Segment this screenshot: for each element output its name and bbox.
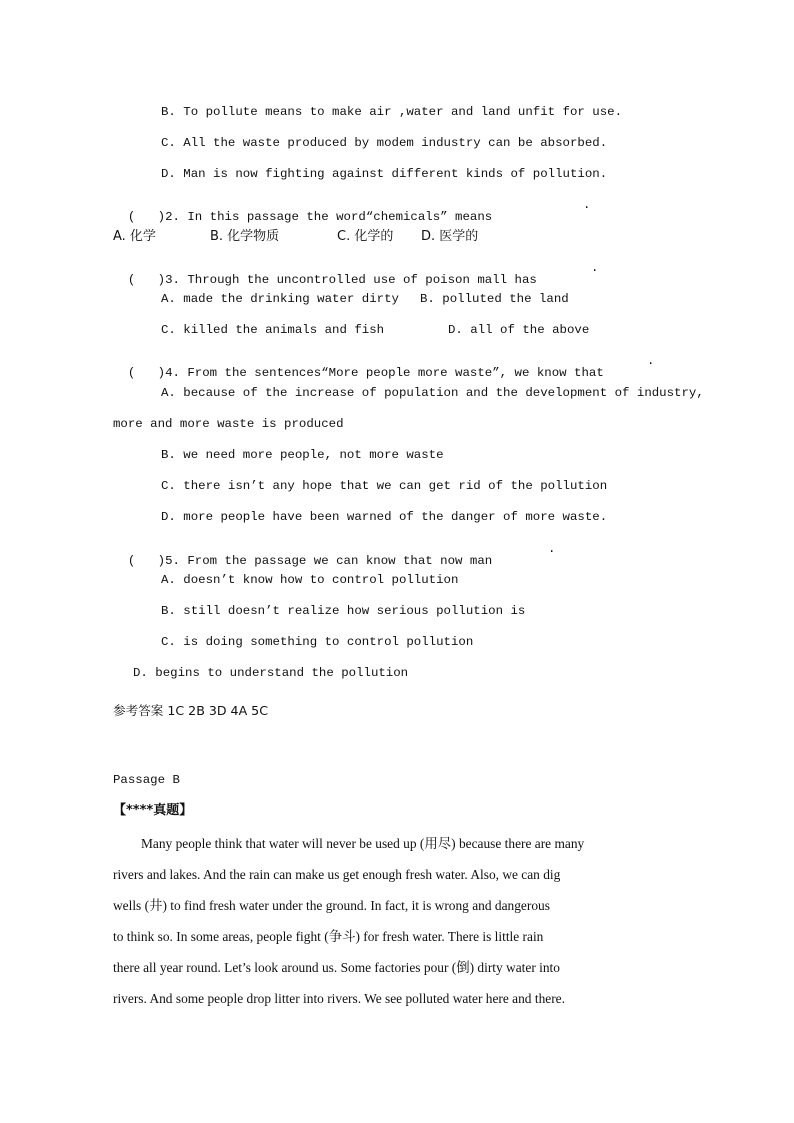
passage-b-line-3: wells (井) to find fresh water under the ground. In fact, it is wrong and dangerous — [113, 898, 550, 913]
q5-answer-paren[interactable]: ( ) — [127, 554, 166, 569]
q2-option-d: D. 医学的 — [421, 229, 479, 244]
q4-option-d: D. more people have been warned of the danger of more waste. — [161, 510, 608, 524]
q3-end-dot: . — [591, 261, 599, 275]
q2-answer-paren[interactable]: ( ) — [127, 210, 166, 225]
q4-row — [113, 355, 604, 380]
q1-option-c: C. All the waste produced by modem industry can be absorbed. — [161, 136, 608, 150]
q2-option-b: B. 化学物质 — [210, 229, 280, 244]
q1-option-b: B. To pollute means to make air ,water and land unfit for use. — [161, 105, 623, 119]
q5-option-d: D. begins to understand the pollution — [133, 666, 409, 680]
q4-answer-paren[interactable]: ( ) — [127, 366, 166, 381]
q4-stem: 4. From the sentences“More people more waste”, we know that — [165, 366, 604, 381]
q2-row — [113, 199, 492, 224]
q4-option-b: B. we need more people, not more waste — [161, 448, 444, 462]
q4-option-a-line1: A. because of the increase of population and the development of industry, — [161, 386, 704, 400]
passage-b-line-5: there all year round. Let’s look around us. Some factories pour (倒) dirty water into — [113, 960, 560, 975]
q1-option-d: D. Man is now fighting against different kinds of pollution. — [161, 167, 608, 181]
q3-answer-paren[interactable]: ( ) — [127, 273, 166, 288]
q3-stem: 3. Through the uncontrolled use of poison mall has — [165, 273, 537, 288]
q5-row — [113, 543, 492, 568]
q4-end-dot: . — [647, 354, 655, 368]
q3-option-d: D. all of the above — [448, 323, 590, 337]
q5-end-dot: . — [548, 542, 556, 556]
q4-option-c: C. there isn’t any hope that we can get rid of the pollution — [161, 479, 608, 493]
q2-option-a: A. 化学 — [113, 229, 156, 244]
passage-b-line-1: Many people think that water will never be used up (用尽) because there are many — [141, 836, 585, 851]
passage-b-line-4: to think so. In some areas, people fight (争斗) for fresh water. There is little rain — [113, 929, 544, 944]
answer-key: 参考答案 1C 2B 3D 4A 5C — [113, 703, 268, 718]
q3-option-c: C. killed the animals and fish — [161, 323, 385, 337]
q3-option-a: A. made the drinking water dirty — [161, 292, 399, 306]
passage-b-line-2: rivers and lakes. And the rain can make us get enough fresh water. Also, we can dig — [113, 867, 561, 882]
q5-option-b: B. still doesn’t realize how serious pollution is — [161, 604, 526, 618]
q5-stem: 5. From the passage we can know that now man — [165, 554, 493, 569]
q4-option-a-line2: more and more waste is produced — [113, 417, 344, 431]
passage-b-line-6: rivers. And some people drop litter into rivers. We see polluted water here and there. — [113, 991, 565, 1006]
q3-row — [113, 262, 537, 287]
passage-b-title: Passage B — [113, 773, 180, 787]
passage-b-tag: 【****真题】 — [113, 803, 193, 818]
q3-option-b: B. polluted the land — [420, 292, 569, 306]
q2-end-dot: . — [583, 198, 591, 212]
q5-option-c: C. is doing something to control pollution — [161, 635, 474, 649]
q2-stem: 2. In this passage the word“chemicals” means — [165, 210, 493, 225]
q2-option-c: C. 化学的 — [337, 229, 394, 244]
q5-option-a: A. doesn’t know how to control pollution — [161, 573, 459, 587]
